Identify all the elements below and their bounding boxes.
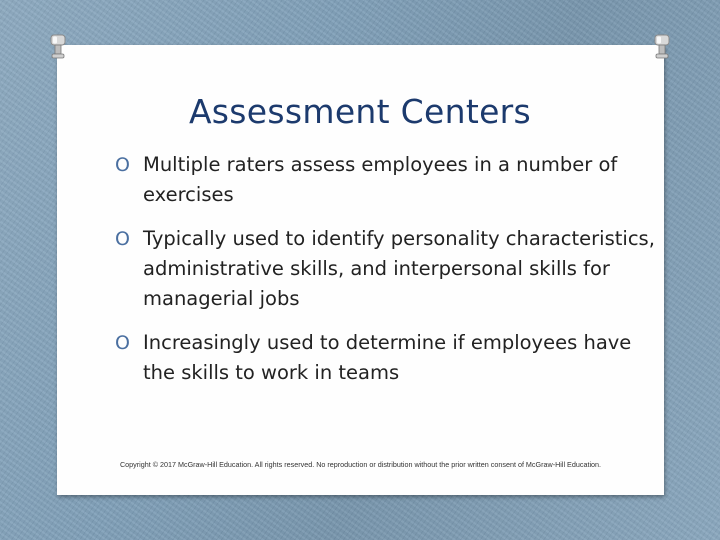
copyright-footer: Copyright © 2017 McGraw-Hill Education. All rights reserved. No reproduction or distribution without the prior written consent of McGraw-Hill Education.: [119, 460, 602, 469]
bullet-item: [115, 224, 655, 314]
pushpin-icon: [48, 34, 68, 60]
bullet-marker: O: [115, 154, 130, 176]
bullet-item: [115, 150, 655, 210]
bullet-marker: O: [115, 228, 130, 250]
slide-title: Assessment Centers: [188, 92, 532, 131]
bullet-text: Typically used to identify personality characteristics, administrative skills, and interpersonal skills for managerial jobs: [143, 227, 655, 310]
bullet-text: Multiple raters assess employees in a number of exercises: [143, 153, 618, 206]
bullet-text: Increasingly used to determine if employees have the skills to work in teams: [143, 331, 632, 384]
pushpin-icon: [652, 34, 672, 60]
bullet-marker: O: [115, 332, 130, 354]
bullet-list: [115, 150, 655, 402]
bullet-item: [115, 328, 655, 388]
